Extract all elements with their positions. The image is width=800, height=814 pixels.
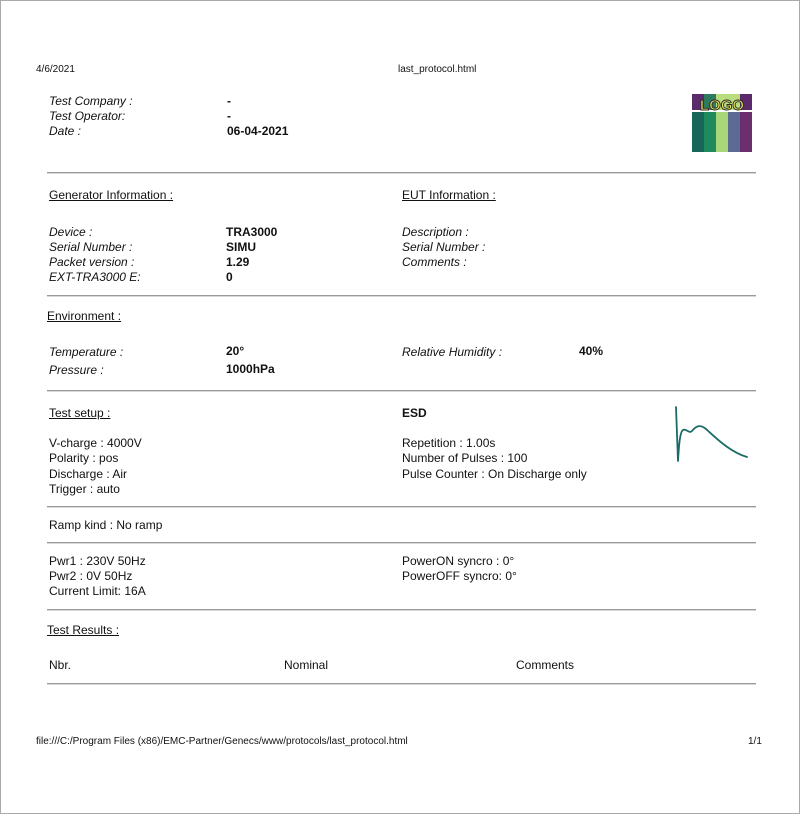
- eut-serial-label: Serial Number :: [402, 240, 486, 254]
- divider: [47, 390, 756, 391]
- column-header-nbr: Nbr.: [49, 658, 72, 672]
- logo-text: LOGO: [699, 97, 745, 114]
- pwr2: Pwr2 : 0V 50Hz: [49, 569, 133, 583]
- serial-label: Serial Number :: [49, 240, 133, 254]
- print-file-url: file:///C:/Program Files (x86)/EMC-Partner/Genecs/www/protocols/last_protocol.html: [36, 736, 408, 747]
- temperature-value: 20°: [226, 344, 245, 358]
- column-header-nominal: Nominal: [284, 658, 329, 672]
- device-label: Device :: [49, 225, 93, 239]
- repetition: Repetition : 1.00s: [402, 436, 496, 450]
- power-off-syncro: PowerOFF syncro: 0°: [402, 569, 517, 583]
- test-operator-label: Test Operator:: [49, 109, 126, 123]
- polarity: Polarity : pos: [49, 451, 119, 465]
- pulse-counter: Pulse Counter : On Discharge only: [402, 467, 587, 481]
- eut-comments-label: Comments :: [402, 255, 467, 269]
- divider: [47, 172, 756, 173]
- temperature-label: Temperature :: [49, 345, 124, 359]
- packet-value: 1.29: [226, 255, 250, 269]
- test-company-value: -: [227, 94, 231, 108]
- power-on-syncro: PowerON syncro : 0°: [402, 554, 515, 568]
- pwr1: Pwr1 : 230V 50Hz: [49, 554, 146, 568]
- test-setup-title: Test setup :: [49, 406, 111, 420]
- pressure-value: 1000hPa: [226, 362, 275, 376]
- current-limit: Current Limit: 16A: [49, 584, 146, 598]
- serial-value: SIMU: [226, 240, 256, 254]
- ext-label: EXT-TRA3000 E:: [49, 270, 141, 284]
- packet-label: Packet version :: [49, 255, 135, 269]
- date-value: 06-04-2021: [227, 124, 289, 138]
- column-header-comments: Comments: [516, 658, 575, 672]
- generator-title: Generator Information :: [49, 188, 174, 202]
- divider: [47, 683, 756, 684]
- print-date: 4/6/2021: [36, 64, 75, 75]
- divider: [47, 295, 756, 296]
- test-type: ESD: [402, 406, 427, 420]
- trigger: Trigger : auto: [49, 482, 120, 496]
- test-operator-value: -: [227, 109, 231, 123]
- test-results-title: Test Results :: [47, 623, 120, 637]
- divider: [47, 542, 756, 543]
- date-label: Date :: [49, 124, 82, 138]
- print-page-title: last_protocol.html: [398, 64, 477, 75]
- environment-title: Environment :: [47, 309, 122, 323]
- eut-title: EUT Information :: [402, 188, 496, 202]
- ramp-kind: Ramp kind : No ramp: [49, 518, 163, 532]
- discharge: Discharge : Air: [49, 467, 128, 481]
- device-value: TRA3000: [226, 225, 278, 239]
- number-of-pulses: Number of Pulses : 100: [402, 451, 528, 465]
- company-logo: [690, 92, 754, 154]
- print-page-count: 1/1: [748, 736, 762, 747]
- humidity-label: Relative Humidity :: [402, 345, 503, 359]
- esd-waveform-icon: [670, 404, 752, 466]
- eut-description-label: Description :: [402, 225, 469, 239]
- test-company-label: Test Company :: [49, 94, 133, 108]
- divider: [47, 609, 756, 610]
- divider: [47, 506, 756, 507]
- vcharge: V-charge : 4000V: [49, 436, 142, 450]
- pressure-label: Pressure :: [49, 363, 104, 377]
- ext-value: 0: [226, 270, 233, 284]
- humidity-value: 40%: [579, 344, 604, 358]
